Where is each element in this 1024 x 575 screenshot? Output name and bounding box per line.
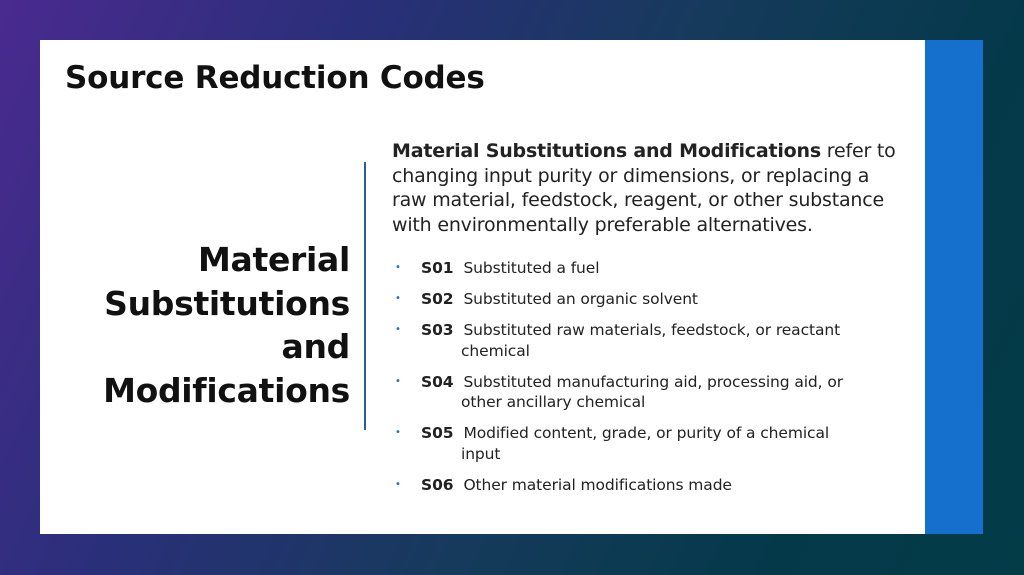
- vertical-divider: [364, 162, 366, 430]
- intro-description: refer to changing input purity or dimensions, or replacing a raw material, feedstock, reagent, or other substance with environmentally preferable alternatives.: [392, 140, 896, 236]
- code-list: [392, 258, 892, 506]
- list-item: [392, 289, 892, 310]
- code-label: S01: [421, 259, 454, 277]
- accent-bar: [925, 40, 983, 534]
- slide-card: [40, 40, 925, 534]
- code-description-continued: other ancillary chemical: [461, 393, 646, 411]
- code-description: Substituted manufacturing aid, processing aid, or: [463, 372, 843, 391]
- bullet-icon: •: [395, 262, 401, 273]
- code-description-continued: chemical: [461, 341, 530, 360]
- code-description-continued: input: [461, 444, 501, 463]
- code-description: Substituted raw materials, feedstock, or reactant: [463, 321, 841, 339]
- code-description: Substituted an organic solvent: [463, 290, 698, 308]
- bullet-icon: •: [395, 478, 401, 490]
- bullet-icon: •: [395, 427, 401, 438]
- section-heading: Material Substitutions and Modifications: [103, 240, 350, 410]
- list-item: [392, 423, 892, 464]
- bullet-icon: •: [395, 324, 401, 335]
- code-label: S02: [421, 290, 454, 308]
- list-item: [392, 320, 892, 361]
- code-label: S05: [421, 424, 454, 442]
- list-item: [392, 258, 892, 279]
- bullet-icon: •: [395, 293, 401, 304]
- code-label: S03: [421, 321, 454, 339]
- intro-bold-term: Material Substitutions and Modifications: [392, 140, 821, 162]
- code-description: Modified content, grade, or purity of a chemical: [463, 424, 830, 442]
- code-description: Other material modifications made: [463, 475, 732, 494]
- bullet-icon: •: [395, 375, 401, 387]
- code-description: Substituted a fuel: [463, 259, 600, 277]
- list-item: [392, 475, 892, 496]
- code-label: S04: [421, 372, 454, 391]
- intro-paragraph: [392, 139, 902, 237]
- code-label: S06: [421, 475, 454, 494]
- list-item: [392, 372, 892, 413]
- slide-title: Source Reduction Codes: [65, 60, 485, 96]
